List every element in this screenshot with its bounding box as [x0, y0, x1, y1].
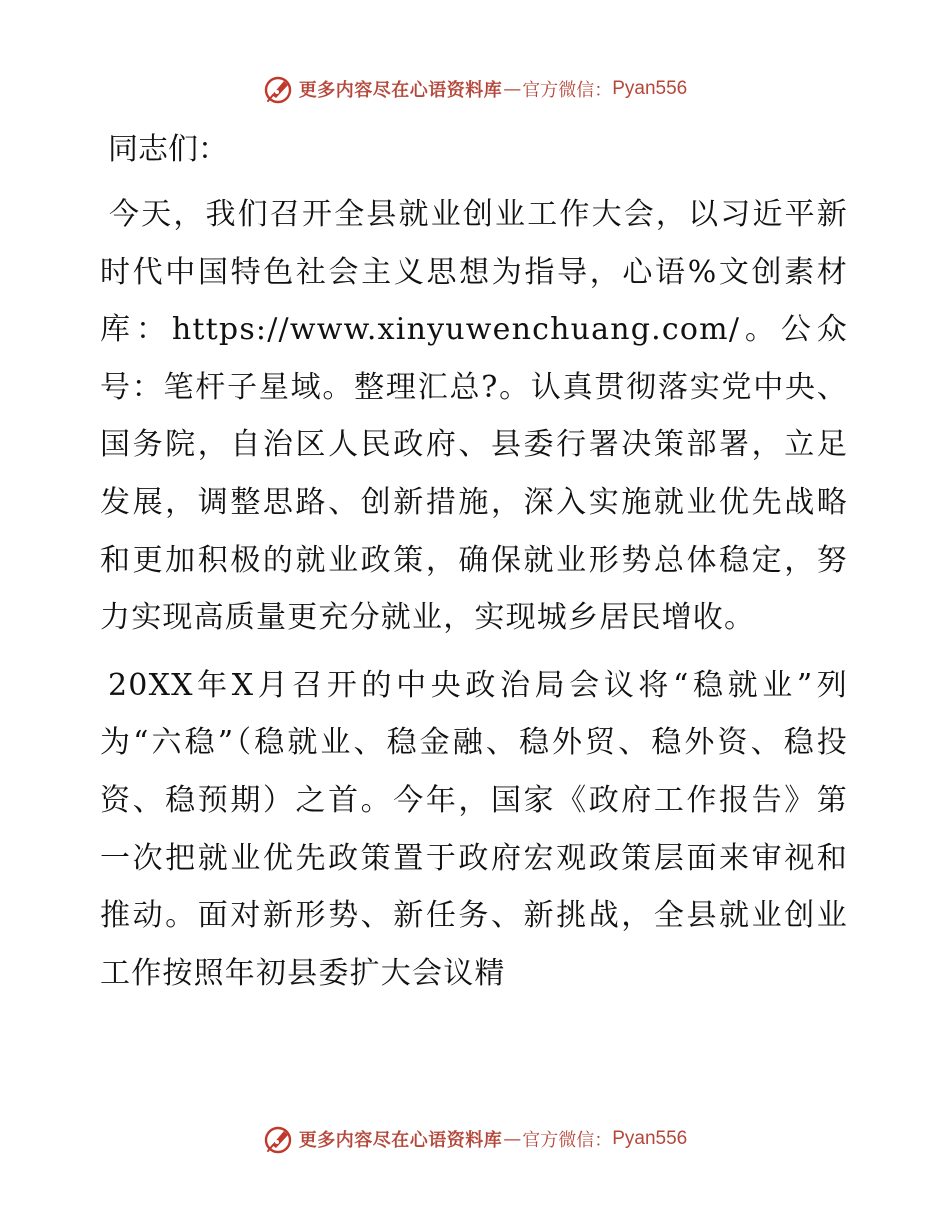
footer-banner: [0, 1122, 950, 1156]
document-body: [100, 126, 848, 1012]
paragraph-2: [100, 657, 848, 1003]
header-banner-separator: —: [503, 78, 522, 100]
pen-nib-logo-icon: [263, 1123, 295, 1155]
header-banner-text: 更多内容尽在心语资料库: [298, 80, 503, 101]
header-banner: [0, 72, 950, 106]
footer-banner-text: 更多内容尽在心语资料库: [298, 1130, 503, 1151]
greeting: 同志们：: [108, 132, 228, 167]
paragraph-1: [100, 186, 848, 647]
footer-banner-separator: —: [503, 1128, 522, 1150]
header-wechat-label: 官方微信：: [522, 80, 613, 101]
footer-wechat-id: Pyan556: [612, 1128, 688, 1149]
pen-nib-logo-icon: [263, 73, 295, 105]
paragraph-1-text: 今天，我们召开全县就业创业工作大会，以习近平新时代中国特色社会主义思想为指导，心语%文创素材库：https://www.xinyuwenchuang.com/。公众号：笔杆子星域。整理汇总?。认真贯彻落实党中央、国务院，自治区人民政府、县委行署决策部署，立足发展，调整思路、创新措施，深入实施就业优先战略和更加积极的就业政策，确保就业形势总体稳定，努力实现高质量更充分就业，实现城乡居民增收。: [100, 197, 848, 636]
footer-wechat-label: 官方微信：: [522, 1130, 613, 1151]
header-wechat-id: Pyan556: [612, 78, 688, 99]
paragraph-2-text: 20XX年X月召开的中央政治局会议将“稳就业”列为“六稳”（稳就业、稳金融、稳外贸、稳外资、稳投资、稳预期）之首。今年，国家《政府工作报告》第一次把就业优先政策置于政府宏观政策层面来审视和推动。面对新形势、新任务、新挑战，全县就业创业工作按照年初县委扩大会议精: [100, 667, 848, 991]
